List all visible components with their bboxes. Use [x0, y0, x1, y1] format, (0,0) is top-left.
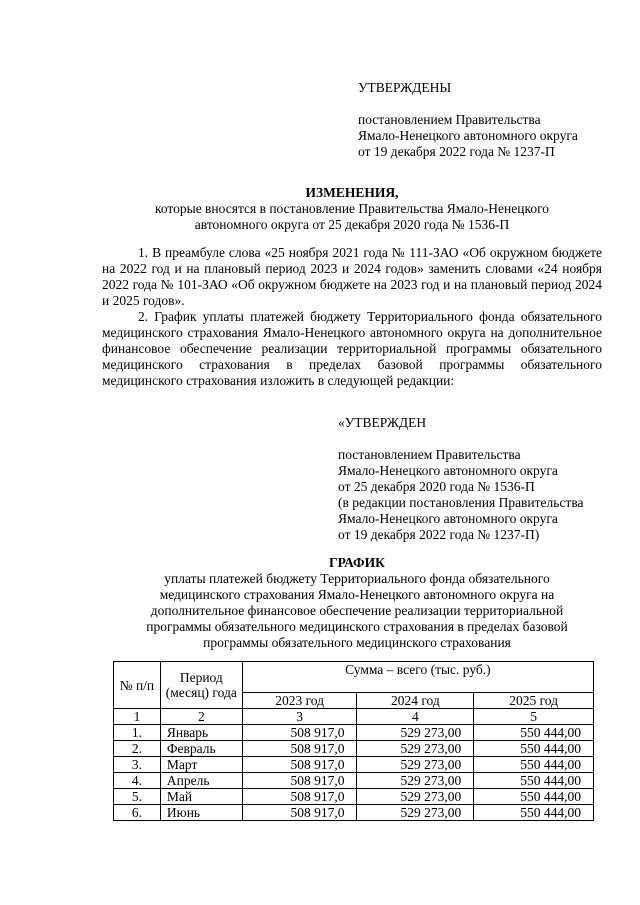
approval2-line: постановлением Правительства: [338, 447, 521, 462]
schedule-title-block: [112, 555, 602, 651]
row-value-2025: 550 444,00: [474, 789, 594, 805]
header-year: 2023 год: [242, 693, 357, 709]
row-value-2024: 529 273,00: [357, 725, 474, 741]
schedule-subtitle-line: программы обязательного медицинского страхования в пределах базовой: [146, 619, 568, 634]
row-month: Февраль: [160, 741, 242, 757]
paragraph-1: 1. В преамбуле слова «25 ноября 2021 года № 111-ЗАО «Об окружном бюджете на 2022 год и на плановый период 2023 и 2024 годов» заменить словами «24 ноября 2022 года № 101-ЗАО «Об окружном бюджете на 2023 год и на плановый период 2024 и 2025 годов».: [102, 245, 602, 308]
row-value-2025: 550 444,00: [474, 725, 594, 741]
header-year: 2025 год: [474, 693, 594, 709]
approval-heading: УТВЕРЖДЕНЫ: [358, 80, 452, 95]
header-sum: Сумма – всего (тыс. руб.): [242, 662, 593, 693]
column-number: 1: [114, 709, 161, 725]
approval-block-2: [338, 415, 618, 543]
table-row: [114, 757, 594, 773]
approval-block: [358, 80, 618, 160]
row-value-2025: 550 444,00: [474, 757, 594, 773]
column-number: 4: [357, 709, 474, 725]
row-value-2024: 529 273,00: [357, 773, 474, 789]
changes-title: ИЗМЕНЕНИЯ,: [305, 185, 399, 200]
table-colnum-row: [114, 709, 594, 725]
table-row: [114, 741, 594, 757]
schedule-subtitle-line: уплаты платежей бюджету Территориального фонда обязательного: [164, 571, 550, 586]
header-year: 2024 год: [357, 693, 474, 709]
row-value-2024: 529 273,00: [357, 805, 474, 821]
row-value-2024: 529 273,00: [357, 789, 474, 805]
row-month: Июнь: [160, 805, 242, 821]
row-value-2025: 550 444,00: [474, 741, 594, 757]
row-month: Апрель: [160, 773, 242, 789]
row-value-2023: 508 917,0: [242, 741, 357, 757]
table-header-row: [114, 662, 594, 693]
approval2-line: (в редакции постановления Правительства: [338, 495, 584, 510]
approval-line: Ямало-Ненецкого автономного округа: [358, 128, 578, 143]
row-value-2023: 508 917,0: [242, 725, 357, 741]
approval2-heading: «УТВЕРЖДЕН: [338, 415, 427, 430]
row-number: 5.: [114, 789, 161, 805]
row-value-2025: 550 444,00: [474, 773, 594, 789]
row-value-2024: 529 273,00: [357, 741, 474, 757]
column-number: 3: [242, 709, 357, 725]
approval-line: от 19 декабря 2022 года № 1237-П: [358, 144, 555, 159]
changes-title-block: [92, 185, 612, 233]
row-number: 4.: [114, 773, 161, 789]
header-period: Период (месяц) года: [160, 662, 242, 709]
column-number: 5: [474, 709, 594, 725]
approval2-line: от 25 декабря 2020 года № 1536-П: [338, 479, 535, 494]
row-value-2024: 529 273,00: [357, 757, 474, 773]
payment-schedule-table: [113, 661, 594, 821]
row-value-2023: 508 917,0: [242, 757, 357, 773]
row-value-2023: 508 917,0: [242, 805, 357, 821]
header-number: № п/п: [114, 662, 161, 709]
schedule-subtitle-line: программы обязательного медицинского страхования: [203, 635, 511, 650]
schedule-subtitle-line: дополнительное финансовое обеспечение реализации территориальной: [150, 603, 564, 618]
document-body: [102, 245, 602, 389]
row-value-2023: 508 917,0: [242, 789, 357, 805]
row-month: Май: [160, 789, 242, 805]
row-number: 6.: [114, 805, 161, 821]
table-row: [114, 773, 594, 789]
approval-line: постановлением Правительства: [358, 112, 541, 127]
row-value-2023: 508 917,0: [242, 773, 357, 789]
row-number: 3.: [114, 757, 161, 773]
table-row: [114, 789, 594, 805]
table-row: [114, 805, 594, 821]
row-number: 2.: [114, 741, 161, 757]
schedule-title: ГРАФИК: [329, 555, 385, 570]
approval2-line: от 19 декабря 2022 года № 1237-П): [338, 527, 540, 542]
row-number: 1.: [114, 725, 161, 741]
row-value-2025: 550 444,00: [474, 805, 594, 821]
paragraph-2: 2. График уплаты платежей бюджету Территориального фонда обязательного медицинского страхования Ямало-Ненецкого автономного округа на дополнительное финансовое обеспечение реализации территориальной программы обязательного медицинского страхования в пределах базовой программы обязательного медицинского страхования изложить в следующей редакции:: [102, 309, 602, 388]
table-row: [114, 725, 594, 741]
changes-subtitle-line: автономного округа от 25 декабря 2020 года № 1536-П: [194, 217, 510, 232]
approval2-line: Ямало-Ненецкого автономного округа: [338, 463, 558, 478]
changes-subtitle-line: которые вносятся в постановление Правительства Ямало-Ненецкого: [154, 201, 550, 216]
row-month: Март: [160, 757, 242, 773]
schedule-subtitle-line: медицинского страхования Ямало-Ненецкого автономного округа на: [159, 587, 555, 602]
column-number: 2: [160, 709, 242, 725]
approval2-line: Ямало-Ненецкого автономного округа: [338, 511, 558, 526]
row-month: Январь: [160, 725, 242, 741]
